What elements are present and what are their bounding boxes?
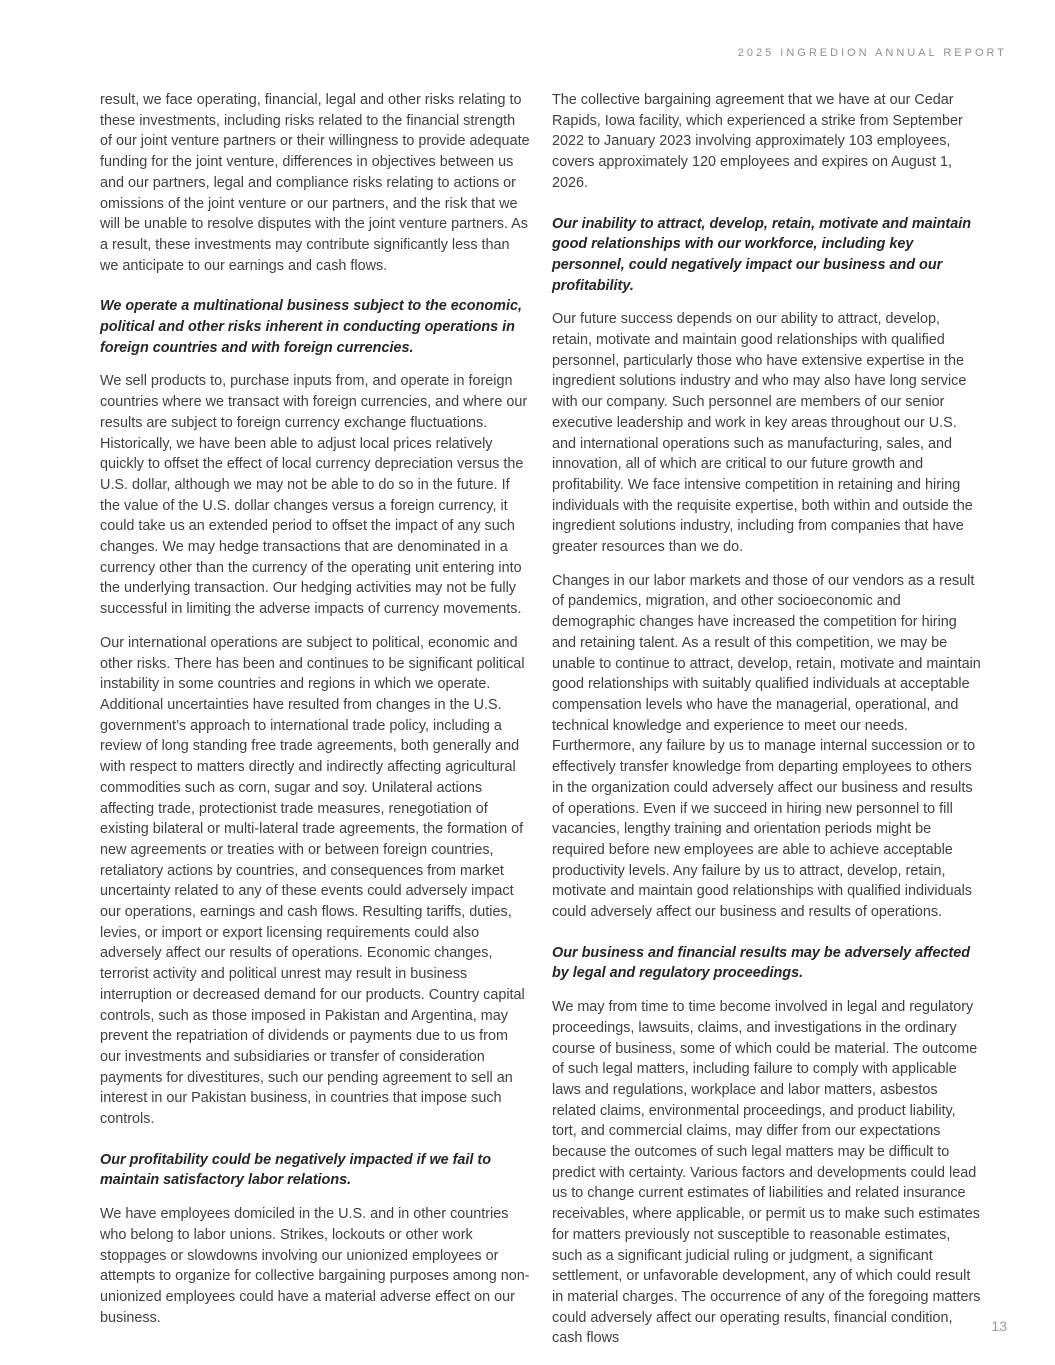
page-footer: [991, 1318, 1007, 1334]
heading-labor-relations: Our profitability could be negatively impacted if we fail to maintain satisfactory labor relations.: [100, 1151, 492, 1189]
paragraph-joint-venture-risks: result, we face operating, financial, legal and other risks relating to these investments, including risks related to the financial strength of our joint venture partners or their willingness to provide adequate funding for the joint venture, differences in objectives between us and our partners, legal and compliance risks relating to actions or omissions of the joint venture or our partners, and the risk that we will be unable to resolve disputes with the joint venture partners. As a result, these investments may contribute significantly less than we anticipate to our earnings and cash flows.: [100, 92, 530, 274]
paragraph-future-success-personnel: Our future success depends on our ability to attract, develop, retain, motivate and maintain good relationships with qualified personnel, particularly those who have extensive expertise in the ingredient solutions industry and who may also have long service with our company. Such personnel are members of our senior executive leadership and work in key areas throughout our U.S. and international operations such as manufacturing, sales, and innovation, all of which are critical to our future growth and profitability. We face intensive competition in retaining and hiring individuals with the requisite expertise, both within and outside the ingredient solutions industry, including from companies that have greater resources than we do.: [552, 311, 973, 556]
heading-legal-regulatory-proceedings: Our business and financial results may be adversely affected by legal and regulatory proceedings.: [552, 944, 971, 982]
two-column-text-layout: [100, 90, 1007, 1362]
right-column: [552, 90, 982, 1362]
report-title: 2025 INGREDION ANNUAL REPORT: [737, 47, 1007, 59]
paragraph-labor-market-changes: Changes in our labor markets and those of our vendors as a result of pandemics, migration, and other socioeconomic and demographic changes have increased the competition for hiring and retaining talent. As a result of this competition, we may be unable to continue to attract, develop, retain, motivate and maintain good relationships with suitably qualified individuals at acceptable compensation levels who have the managerial, operational, and technical knowledge and experience to meet our needs. Furthermore, any failure by us to manage internal succession or to effectively transfer knowledge from departing employees to others in the organization could adversely affect our business and results of operations. Even if we succeed in hiring new personnel to fill vacancies, lengthy training and orientation periods might be required before new employees are able to achieve acceptable productivity levels. Any failure by us to attract, develop, retain, motivate and maintain good relationships with qualified individuals could adversely affect our business and results of operations.: [552, 572, 981, 921]
paragraph-collective-bargaining-agreement: The collective bargaining agreement that we have at our Cedar Rapids, Iowa facility, which experienced a strike from September 2022 to January 2023 involving approximately 103 employees, covers approximately 120 employees and expires on August 1, 2026.: [552, 92, 963, 191]
left-column: [100, 90, 530, 1362]
page-header: [100, 47, 1007, 59]
heading-multinational-business-risks: We operate a multinational business subject to the economic, political and other risks inherent in conducting operations in foreign countries and with foreign currencies.: [100, 298, 522, 356]
page-number: 13: [991, 1318, 1007, 1334]
heading-workforce-retention: Our inability to attract, develop, retain, motivate and maintain good relationships with our workforce, including key personnel, could negatively impact our business and our profitability.: [552, 215, 972, 294]
paragraph-labor-unions: We have employees domiciled in the U.S. and in other countries who belong to labor unions. Strikes, lockouts or other work stoppages or slowdowns involving our unionized employees or attempts to organize for collective bargaining purposes among non-unionized employees could have a material adverse effect on our business.: [100, 1206, 530, 1326]
paragraph-foreign-currency-risks: We sell products to, purchase inputs from, and operate in foreign countries where we transact with foreign currencies, and where our results are subject to foreign currency exchange fluctuations. Historically, we have been able to adjust local prices relatively quickly to offset the effect of local currency depreciation versus the U.S. dollar, although we may not be able to do so in the future. If the value of the U.S. dollar changes versus a foreign currency, it could take us an extended period to offset the impact of any such changes. We may hedge transactions that are denominated in a currency other than the currency of the operating unit entering into the underlying transaction. Our hedging activities may not be fully successful in limiting the adverse impacts of currency movements.: [100, 373, 528, 618]
paragraph-legal-proceedings: We may from time to time become involved in legal and regulatory proceedings, lawsuits, claims, and investigations in the ordinary course of business, some of which could be material. The outcome of such legal matters, including failure to comply with applicable laws and regulations, workplace and labor matters, asbestos related claims, environmental proceedings, and product liability, tort, and commercial claims, may differ from our expectations because the outcomes of such legal matters may be difficult to predict with certainty. Various factors and developments could lead us to change current estimates of liabilities and related insurance receivables, where applicable, or permit us to make such estimates for matters previously not susceptible to reasonable estimates, such as a significant judicial ruling or judgment, a significant settlement, or unfavorable development, any of which could result in material charges. The occurrence of any of the foregoing matters could adversely affect our operating results, financial condition, cash flows: [552, 999, 981, 1347]
paragraph-international-operations-risks: Our international operations are subject to political, economic and other risks. There has been and continues to be significant political instability in some countries and regions in which we operate. Additional uncertainties have resulted from changes in the U.S. government’s approach to international trade policy, including a review of long standing free trade agreements, both generally and with respect to matters directly and indirectly affecting agricultural commodities such as corn, sugar and soy. Unilateral actions affecting trade, protectionist trade measures, renegotiation of existing bilateral or multi-lateral trade agreements, the formation of new agreements or treaties with or between foreign countries, retaliatory actions by countries, and consequences from market uncertainty related to any of these events could adversely impact our operations, earnings and cash flows. Resulting tariffs, duties, levies, or import or export licensing requirements could also adversely affect our results of operations. Economic changes, terrorist activity and political unrest may result in business interruption or decreased demand for our products. Country capital controls, such as those imposed in Pakistan and Argentina, may prevent the repatriation of dividends or payments due to us from our investments and subsidiaries or transfer of consideration payments for divestitures, such our pending agreement to sell an interest in our Pakistan business, in countries that impose such controls.: [100, 634, 525, 1128]
